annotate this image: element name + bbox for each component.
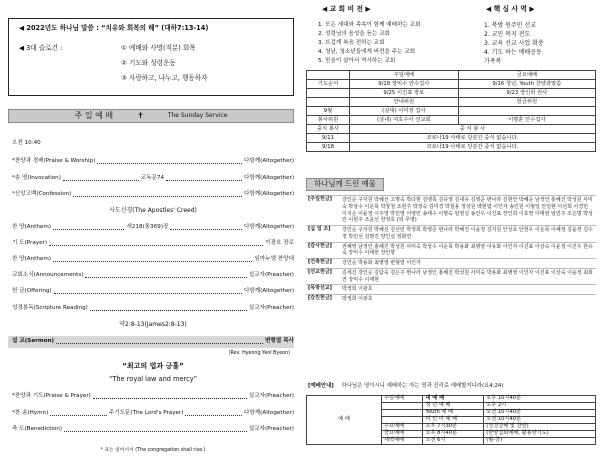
offering-title: 하나님께 드린 예물 bbox=[314, 179, 376, 189]
bulletin-left-column bbox=[2, 0, 298, 463]
order-item: *송 영(Invocation) 교독문74 다함께(Altogether) bbox=[12, 175, 295, 181]
service-title-ko: 주 일 예 배 bbox=[74, 111, 114, 121]
order-item: 성경봉독(Scripture Reading) 설교자(Preacher) bbox=[12, 305, 294, 311]
slogan-1: ① 예배와 사명(직분) 회복 bbox=[121, 44, 196, 52]
table-row: [감친헌금] 박정희 이광호 bbox=[306, 295, 596, 304]
mission-title: ◀ 핵 심 사 역 ▶ bbox=[486, 5, 535, 13]
list-item: 가족복 bbox=[484, 58, 502, 65]
mission-list bbox=[484, 21, 544, 66]
cross-icon: ✝ bbox=[137, 111, 144, 121]
table-row: [십 일 조] 강인순 구자원 박혜선 김선민 박정희 박영준 변나라 박혜진 이윤정 김지원 안상호 안헌우 이운목 이혜정 김윤정 김수정 박민선 김명진 양인실 정화연 bbox=[306, 226, 596, 243]
table-row: [목방선교] 박정희 이광호 bbox=[306, 285, 596, 295]
list-item: 5. 믿음이 살아서 역사하는 교회 bbox=[318, 58, 396, 64]
worship-side-label: 예 배 bbox=[307, 396, 382, 445]
vision-title: ◀ 교 회 비 전 ▶ bbox=[322, 5, 371, 13]
table-row: [감사헌금] 권해영 남정인 홍혜진 박성원 사미숙 박상수 이운목 박용화 최병영 이유화 이인자 이진표 이상숙 이윤정 이건우 한유숙 장익수 이태현 장인향 bbox=[306, 242, 596, 259]
list-item: 3. 교육 선교 사업 확충 bbox=[484, 40, 544, 47]
slogan-2: ② 기도와 성령운동 bbox=[121, 59, 176, 67]
order-item: *찬양과 기도(Praise & Prayer) 설교자(Preacher) bbox=[12, 393, 294, 399]
table-row: [주일헌금] 강인순 구자원 박혜선 고명숙 박다현 김맹록 김유영 김내유 김영준 변나라 김현안 박혜순 남정인 홍혜진 박성원 사미숙 박상수 이운목 박창철 조현주 박정숙 김미경 박철용 정성원 백현엽 이인자 송인원 이형일 안일현 이선희 이경민 이지은 이윤정 이주영 박민영 이영민 송태수 이명숙 임영실 송인우 이진표 장인희 이호영 이태현 임민주 조은명 박성린 이현주 조윤선 한정호 (외 무명) bbox=[306, 196, 596, 226]
list-item: 2. 성령님의 음성을 듣는 교회 bbox=[318, 31, 390, 37]
order-item: *찬 송(Hymn) 주기도문(The Lord's Prayer) 다함께(Altogether) bbox=[12, 410, 295, 416]
scripture-reference: 약2:8-13(James2:8-13) bbox=[119, 321, 187, 328]
list-item: 3. 뜨겁게 복음 전하는 교회 bbox=[318, 40, 385, 46]
order-item: 기 도(Prayer) 이광호 장로 bbox=[12, 240, 294, 246]
preacher-en: (Rev. Hyeong Yeol Byeon) bbox=[228, 351, 290, 356]
sermon-title-en: “The royal law and mercy” bbox=[108, 375, 198, 383]
order-item: 축 도(Benediction) 설교자(Preacher) bbox=[12, 426, 294, 432]
service-title-en: The Sunday Service bbox=[167, 111, 228, 119]
sermon-line: 설 교(Sermon) 변형열 목사 bbox=[12, 338, 294, 344]
table-row: [선교헌금] 김세진 강인순 김탐욱 김은주 변나라 남정인 홍혜진 박성원 사미숙 박용화 최병영 이인자 이진표 이상숙 이윤정 최희연 장익수 이태현 bbox=[306, 268, 596, 285]
sermon-title-ko: “최고의 법과 긍휼” bbox=[122, 362, 184, 370]
offering-table bbox=[306, 195, 596, 304]
list-item: 2. 교민 복지 전도 bbox=[484, 31, 531, 38]
offering-title-bar bbox=[306, 178, 384, 191]
duty-table: 주일예배 금요예배 기도순서 9/18 장익수 안수집사 9/16 청년, Youth 찬양과말씀 9/25 이진표 장로 9/23 장인희 권사 안내위원 헌금위원 9월 (살대) 이미정 집사 봉사위원 (살내) 여호수아 선교회 이명훈 안수집사 중식 봉사 중 식 봉 사 9/11 코로나19 사태로 당분간 중식 없습니다. 9/18 코로나19 사태로 당분간 중식 없습니다. bbox=[306, 70, 596, 152]
order-item: *신앙고백(Confession) 다함께(Altogether) bbox=[12, 191, 294, 197]
order-item: 찬 양(Anthem) 새218(통369)장 다함께(Altogether) bbox=[12, 224, 294, 230]
order-item: 헌 금(Offering) 다함께(Altogether) bbox=[12, 288, 294, 294]
creed-title: 사도신경(The Apostles' Creed) bbox=[109, 207, 197, 214]
slogan-3: ③ 사랑하고, 나누고, 행동하자 bbox=[121, 74, 208, 82]
worship-guide-label: [예배안내] bbox=[308, 383, 334, 389]
order-item: *찬양과 경배(Praise & Worship) 다함께(Altogether) bbox=[12, 158, 294, 164]
list-item: 4. 청년, 청소년들에게 비전을 주는 교회 bbox=[318, 49, 416, 55]
vision-list bbox=[318, 21, 420, 66]
worship-table: 예 배 주일예배 대 예 배 오후 10시40분 청 년 예 배 오후 2시 Youth 예 배 오전 10시40분 어 린 이 예 배 오전 10시40분 수요예배 오후 7시30분 (성경강해 및 찬양) 금요예배 오후 8시40분 (한양집회예배, 활용양기도) 새벽예배 오전 6시 (월-금) bbox=[306, 395, 596, 445]
theme-box bbox=[8, 18, 294, 96]
worship-verse: 하나님은 영이시니 예배하는 자는 영과 진리로 예배할지니라(요4:24) bbox=[341, 383, 504, 389]
list-item: 1. 모든 세대와 족속이 함께 예배하는 교회 bbox=[318, 22, 421, 28]
standing-note: * 표는 일어서서 (The congregation shall rise.) bbox=[100, 448, 206, 453]
table-row: [건축헌금] 강인순 박용화 최병영 변형열 이인자 bbox=[306, 259, 596, 269]
worship-guide-line bbox=[308, 383, 503, 389]
list-item: 4. 기도 하는 예배공동 bbox=[484, 49, 542, 56]
service-title-bar bbox=[8, 109, 294, 123]
year-theme: ◀ 2022년도 하나님 말씀 : “치유와 회복의 해” (대하7:13-14) bbox=[19, 24, 209, 32]
order-item: 찬 양(Anthem) 임마누엘 찬양대 bbox=[12, 256, 294, 262]
list-item: 1. 북방 원주민 선교 bbox=[484, 22, 537, 29]
bulletin-right-column bbox=[304, 0, 598, 463]
service-time: 오전 10:40 bbox=[12, 140, 41, 146]
slogan-label: ◀ 3대 슬로건 : bbox=[19, 44, 63, 52]
order-item: 교회소식(Announcements) 설교자(Preacher) bbox=[12, 272, 294, 278]
